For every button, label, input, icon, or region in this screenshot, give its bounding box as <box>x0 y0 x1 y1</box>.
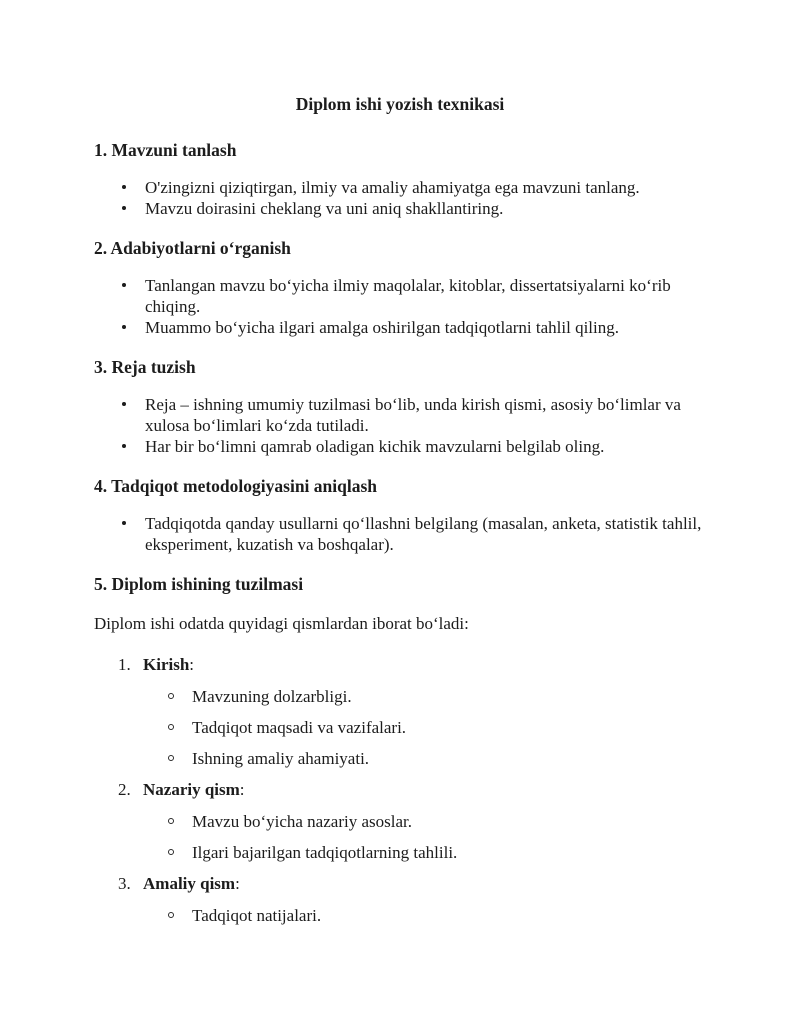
section-heading: 5. Diplom ishining tuzilmasi <box>94 574 304 594</box>
bullet-list <box>94 513 706 555</box>
numbered-list <box>94 654 706 926</box>
sub-bullet-list <box>143 811 706 863</box>
numbered-item <box>94 779 706 863</box>
item-number: 2. <box>118 780 131 799</box>
section-heading: 1. Mavzuni tanlash <box>94 140 237 160</box>
sub-bullet-item: Ishning amaliy ahamiyati. <box>192 748 706 769</box>
bullet-item: Tanlangan mavzu boʻyicha ilmiy maqolalar, kitoblar, dissertatsiyalarni koʻrib chiqing. <box>145 275 706 317</box>
bullet-item: Reja – ishning umumiy tuzilmasi boʻlib, unda kirish qismi, asosiy boʻlimlar va xulosa boʻlimlari koʻzda tutiladi. <box>145 394 706 436</box>
section-heading: 3. Reja tuzish <box>94 357 196 377</box>
section-heading: 2. Adabiyotlarni oʻrganish <box>94 238 291 258</box>
numbered-item <box>94 873 706 926</box>
item-suffix: : <box>239 780 245 799</box>
document-title: Diplom ishi yozish texnikasi <box>295 94 505 114</box>
item-number: 3. <box>118 874 131 893</box>
item-suffix: : <box>235 874 240 893</box>
bullet-item: Muammo boʻyicha ilgari amalga oshirilgan tadqiqotlarni tahlil qiling. <box>145 317 706 338</box>
document-body <box>94 139 706 926</box>
bullet-item: Tadqiqotda qanday usullarni qoʻllashni belgilang (masalan, anketa, statistik tahlil, eksperiment, kuzatish va boshqalar). <box>145 513 706 555</box>
bullet-item: Har bir boʻlimni qamrab oladigan kichik mavzularni belgilab oling. <box>145 436 706 457</box>
item-suffix: : <box>189 655 195 674</box>
section-heading: 4. Tadqiqot metodologiyasini aniqlash <box>94 476 378 496</box>
numbered-item <box>94 654 706 769</box>
bullet-item: O'zingizni qiziqtirgan, ilmiy va amaliy ahamiyatga ega mavzuni tanlang. <box>145 177 706 198</box>
sub-bullet-list <box>143 905 706 926</box>
bullet-list <box>94 275 706 338</box>
sub-bullet-item: Mavzuning dolzarbligi. <box>192 686 706 707</box>
sub-bullet-item: Mavzu boʻyicha nazariy asoslar. <box>192 811 706 832</box>
bullet-list <box>94 394 706 457</box>
sub-bullet-list <box>143 686 706 769</box>
bullet-list <box>94 177 706 219</box>
item-label: Nazariy qism <box>143 780 240 799</box>
sub-bullet-item: Tadqiqot maqsadi va vazifalari. <box>192 717 706 738</box>
bullet-item: Mavzu doirasini cheklang va uni aniq shakllantiring. <box>145 198 706 219</box>
item-label: Kirish <box>143 655 190 674</box>
sub-bullet-item: Ilgari bajarilgan tadqiqotlarning tahlili. <box>192 842 706 863</box>
sub-bullet-item: Tadqiqot natijalari. <box>192 905 706 926</box>
item-number: 1. <box>118 655 131 674</box>
item-label: Amaliy qism <box>143 874 236 893</box>
body-paragraph: Diplom ishi odatda quyidagi qismlardan iborat boʻladi: <box>94 614 469 633</box>
